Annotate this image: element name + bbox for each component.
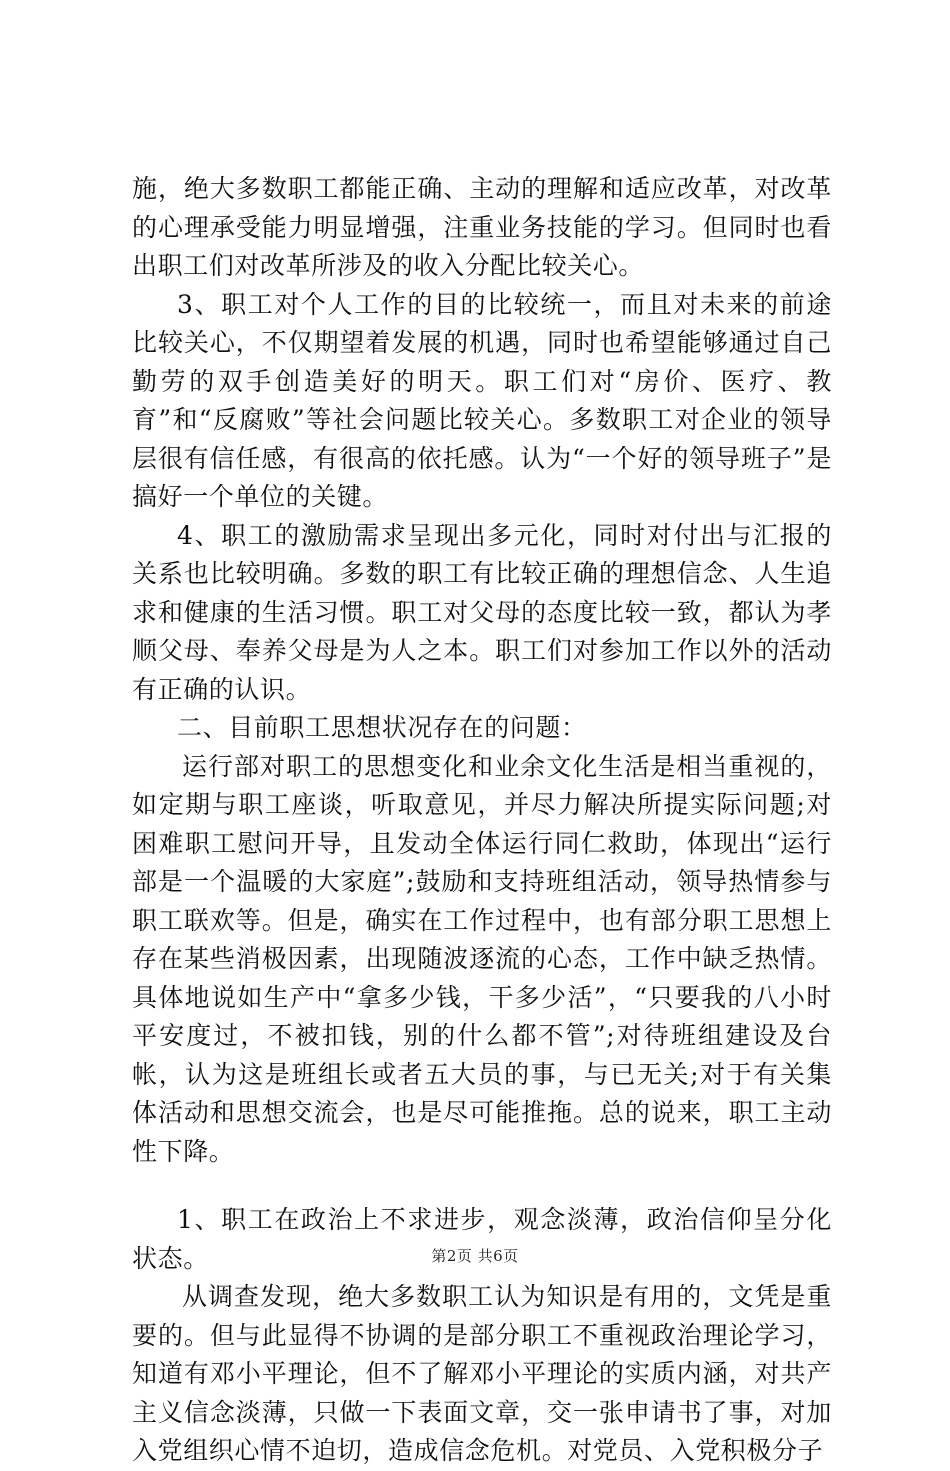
paragraph-reform-adaptation: 施，绝大多数职工都能正确、主动的理解和适应改革，对改革的心理承受能力明显增强，注重业务技能的学习。但同时也看出职工们对改革所涉及的收入分配比较关心。	[132, 174, 832, 280]
page-footer: 第2页 共6页	[431, 1247, 519, 1265]
document-body	[132, 170, 832, 1471]
section-heading-problems: 二、目前职工思想状况存在的问题：	[177, 713, 587, 742]
paragraph-problems-overview: 运行部对职工的思想变化和业余文化生活是相当重视的，如定期与职工座谈，听取意见，并尽力解决所提实际问题;对困难职工慰问开导，且发动全体运行同仁救助，体现出“运行部是一个温暖的大家庭”;鼓励和支持班组活动，领导热情参与职工联欢等。但是，确实在工作过程中，也有部分职工思想上存在某些消极因素，出现随波逐流的心态，工作中缺乏热情。具体地说如生产中“拿多少钱，干多少活”，“只要我的八小时平安度过，不被扣钱，别的什么都不管”;对待班组建设及台帐，认为这是班组长或者五大员的事，与已无关;对于有关集体活动和思想交流会，也是尽可能推拖。总的说来，职工主动性下降。	[132, 751, 832, 1166]
paragraph-point-4: 4、职工的激励需求呈现出多元化，同时对付出与汇报的关系也比较明确。多数的职工有比较正确的理想信念、人生追求和健康的生活习惯。职工对父母的态度比较一致，都认为孝顺父母、奉养父母是为人之本。职工们对参加工作以外的活动有正确的认识。	[132, 520, 832, 704]
paragraph-point-3: 3、职工对个人工作的目的比较统一，而且对未来的前途比较关心，不仅期望着发展的机遇，同时也希望能够通过自己勤劳的双手创造美好的明天。职工们对“房价、医疗、教育”和“反腐败”等社会问题比较关心。多数职工对企业的领导层很有信任感，有很高的依托感。认为“一个好的领导班子”是搞好一个单位的关键。	[132, 289, 832, 511]
paragraph-survey-findings: 从调查发现，绝大多数职工认为知识是有用的，文凭是重要的。但与此显得不协调的是部分职工不重视政治理论学习，知道有邓小平理论，但不了解邓小平理论的实质内涵，对共产主义信念淡薄，只做一下表面文章，交一张申请书了事，对加入党组织心情不迫切，造成信念危机。对党员、入党积极分子	[132, 1282, 832, 1465]
paragraph-political-point-1: 1、职工在政治上不求进步，观念淡薄，政治信仰呈分化状态。	[132, 1205, 832, 1273]
